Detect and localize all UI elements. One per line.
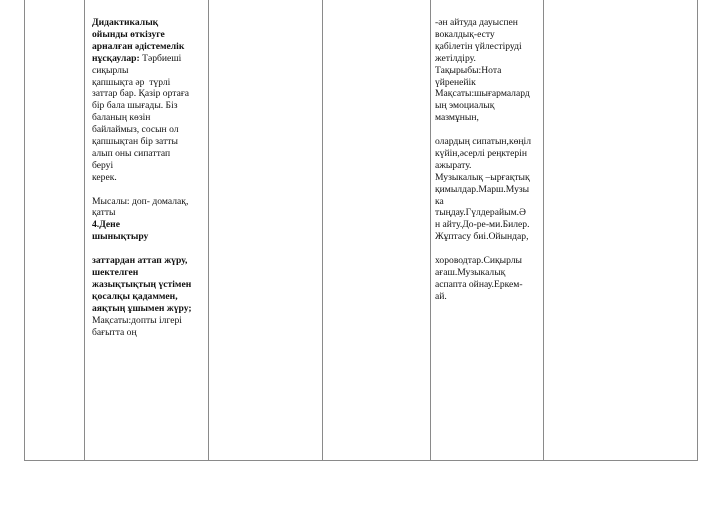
exercise-goal: Мақсаты:допты ілгері бағытта оң xyxy=(92,314,182,338)
music-activity-cell xyxy=(435,17,541,303)
column-divider xyxy=(84,0,85,460)
column-divider xyxy=(543,0,544,460)
music-games: хороводтар.Сиқырлы ағаш.Музыкалық аспапта ойнау.Еркем- ай. xyxy=(435,255,523,302)
music-intro: -ән айтуда дауыспен вокалдық-есту қабілетін үйлестіруді жетілдіру. Тақырыбы:Нота үйренейік Мақсаты:шығармалард ың эмоциалық мазмұнын, xyxy=(435,17,530,124)
game-instructions-cell xyxy=(92,17,206,338)
instructions-body: сиқырлы қапшықта әр түрлі заттар бар. Қазір ортаға бір бала шығады. Біз баланың көзін байлаймыз, сосын ол қапшықтан бір затты алып оны сипаттап беруі керек. xyxy=(92,64,190,183)
section-title: 4.Дене шынықтыру xyxy=(92,219,149,243)
music-details: олардың сипатын,көңіл күйін,әсерлі реңктерін ажырату. Музыкалық –ырғақтық қимылдар.Марш.Музы ка тыңдау.Гүлдерайым.Ә н айту.До-ре-ми.Билер. Жұптасу биі.Ойындар, xyxy=(435,136,531,243)
exercise-description: заттардан аттап жүру, шектелген жазықтықтың үстімен қосалқы қадаммен, аяқтың ұшымен жүру; xyxy=(92,255,192,314)
column-divider xyxy=(208,0,209,460)
column-divider xyxy=(322,0,323,460)
instructions-heading-line: нұсқаулар: Тәрбиеші xyxy=(92,52,182,64)
plan-table xyxy=(24,0,698,461)
column-divider xyxy=(430,0,431,460)
example-text: Мысалы: доп- домалақ, қатты xyxy=(92,195,189,219)
instructions-heading: Дидактикалық ойынды өткізуге арналған әдістемелік xyxy=(92,17,185,52)
